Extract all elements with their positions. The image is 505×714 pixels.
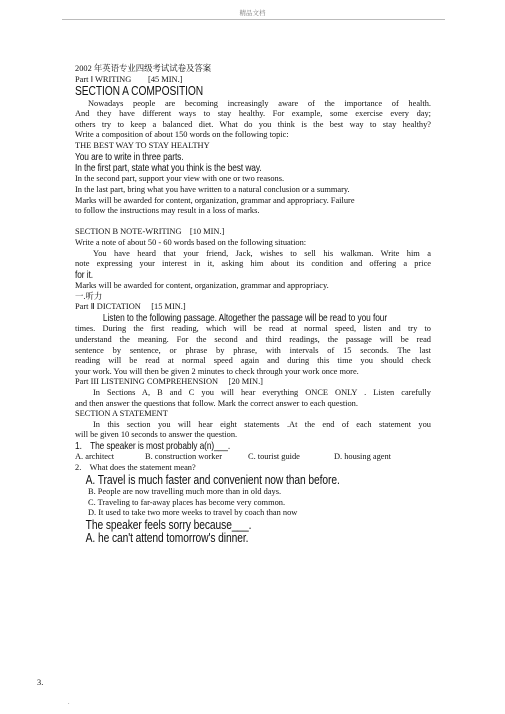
question-3-number: 3. (37, 678, 44, 687)
note-intro: Write a note of about 50 - 60 words based on the following situation: (75, 238, 307, 248)
question-2-option: C. Traveling to far-away places has become very common. (88, 497, 286, 507)
composition-topic: THE BEST WAY TO STAY HEALTHY (75, 141, 210, 151)
note-situation: You have heard that your friend, Jack, wishes to sell his walkman. Write him a (93, 248, 431, 258)
document-body (75, 64, 431, 546)
question-2: 2. What does the statement mean? (75, 462, 196, 472)
composition-instruction: Marks will be awarded for content, organization, grammar and appropriacy. Failure (75, 195, 355, 205)
intro-line: And they have different ways to stay healthy. For example, some exercise every day; (75, 109, 431, 119)
section-a-statement-heading: SECTION A STATEMENT (75, 409, 168, 419)
intro-line: Nowadays people are becoming increasingly aware of the importance of health. (88, 98, 431, 108)
part1-heading: Part Ⅰ WRITING [45 MIN.] (75, 74, 183, 84)
question-3: The speaker feels sorry because___. (85, 517, 252, 532)
dictation-line: reading will be read at normal speed again and during this time you should check (75, 356, 431, 366)
note-situation: for it. (75, 269, 94, 281)
dictation-line: understand the meaning. For the second and third readings, the passage will be read (75, 335, 431, 344)
page-header: 精品文档 (239, 9, 266, 17)
option-b: B. construction worker (145, 452, 222, 462)
composition-instruction: In the last part, bring what you have written to a natural conclusion or a summary. (75, 185, 350, 195)
part2-heading: Part Ⅱ DICTATION [15 MIN.] (75, 302, 186, 312)
question-2-option: B. People are now travelling much more than in old days. (88, 487, 282, 497)
composition-instruction: You are to write in three parts. (75, 151, 184, 163)
option-a: A. architect (75, 452, 115, 462)
intro-line: others try to keep a balanced diet. What do you think is the best way to stay healthy? (75, 119, 431, 129)
composition-instruction: In the first part, state what you think is the best way. (75, 163, 262, 175)
intro-line: Write a composition of about 150 words on the following topic: (75, 130, 289, 140)
listening-heading: 一.听力 (75, 291, 103, 301)
question-1: 1. The speaker is most probably a(n)___. (75, 440, 231, 452)
composition-instruction: In the second part, support your view with one or two reasons. (75, 174, 285, 184)
dictation-line: sentence by sentence, or phrase by phrase, with intervals of 15 seconds. The last (75, 345, 431, 355)
dictation-line: times. During the first reading, which will be read at normal speed, listen and try to (75, 324, 431, 334)
lc-instruction: and then answer the questions that follow. Mark the correct answer to each question. (75, 398, 358, 408)
section-b-heading: SECTION B NOTE-WRITING [10 MIN.] (75, 227, 225, 237)
question-3-option-a: A. he can't attend tomorrow's dinner. (85, 531, 249, 546)
question-2-option: D. It used to take two more weeks to travel by coach than now (88, 508, 298, 518)
doc-title: 2002 年英语专业四级考试试卷及答案 (75, 64, 212, 73)
header-rule (62, 19, 445, 20)
page-footer: . (68, 700, 70, 706)
composition-instruction: to follow the instructions may result in a loss of marks. (75, 206, 260, 216)
question-1-options (75, 452, 431, 463)
statement-instruction: In this section you will hear eight statements .At the end of each statement you (93, 419, 431, 429)
statement-instruction: will be given 10 seconds to answer the question. (75, 430, 238, 440)
note-marks: Marks will be awarded for content, organization, grammar and appropriacy. (75, 281, 329, 291)
section-a-heading: SECTION A COMPOSITION (75, 84, 204, 99)
option-d: D. housing agent (334, 452, 391, 462)
note-situation: note expressing your interest in it, asking him about its condition and offering a price (75, 259, 431, 269)
part3-heading: Part III LISTENING COMPREHENSION [20 MIN.] (75, 377, 263, 387)
dictation-line: your work. You will then be given 2 minutes to check through your work once more. (75, 366, 359, 376)
question-2-option: A. Travel is much faster and convenient now than before. (85, 472, 340, 487)
lc-instruction: In Sections A, B and C you will hear everything ONCE ONLY . Listen carefully (93, 387, 431, 397)
option-c: C. tourist guide (248, 452, 300, 462)
dictation-line: Listen to the following passage. Altogether the passage will be read to you four (102, 313, 388, 324)
